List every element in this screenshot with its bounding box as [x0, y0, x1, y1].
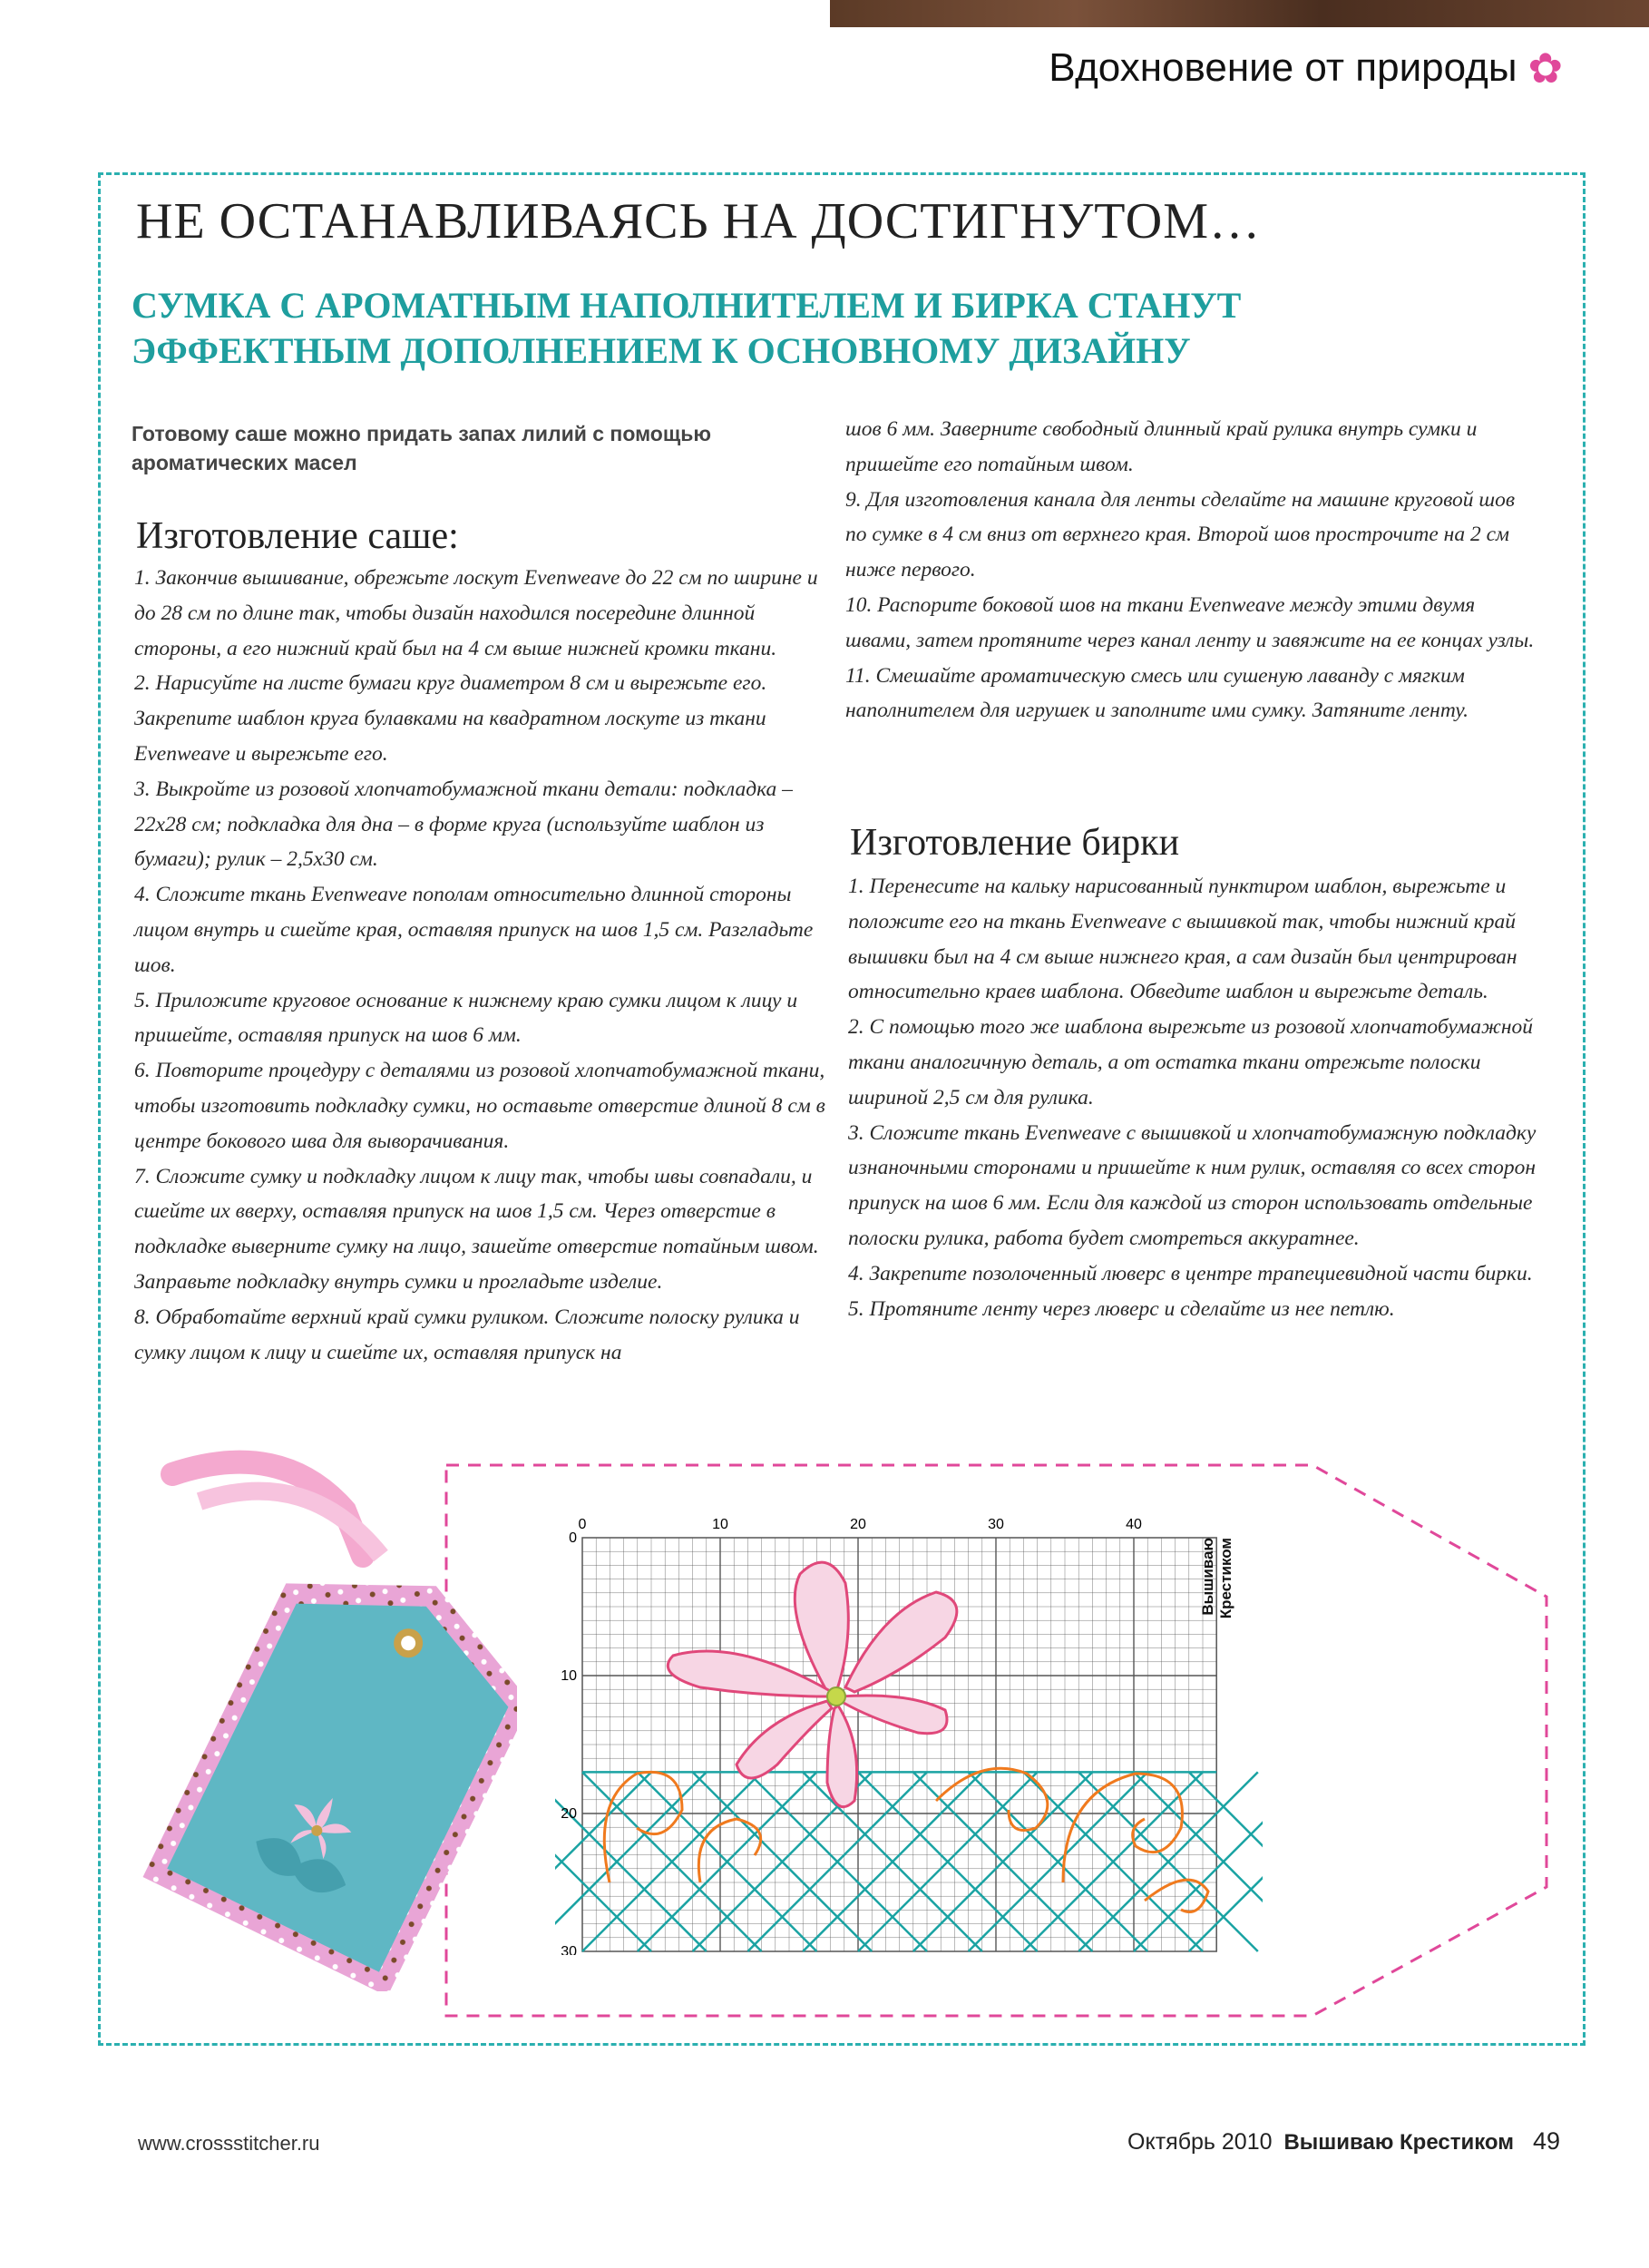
- x-tick-label: 10: [712, 1517, 728, 1532]
- watermark-line-1: Вышиваю: [1199, 1538, 1216, 1616]
- step-paragraph: шов 6 мм. Заверните свободный длинный край рулика внутрь сумки и пришейте его потайным швом.: [845, 417, 1478, 476]
- subtitle-line-1: СУМКА С АРОМАТНЫМ НАПОЛНИТЕЛЕМ И БИРКА СТАНУТ: [132, 285, 1242, 326]
- cross-stitch-scheme: [555, 1501, 1263, 1955]
- footer-issue-info: [1127, 2127, 1560, 2156]
- section-rubric: [1049, 44, 1563, 93]
- step-paragraph: 3. Сложите ткань Evenweave с вышивкой и хлопчатобумажную подкладку изнаночными сторонами и пришейте к ним рулик, оставляя со всех сторон припуск на шов 6 мм. Если для каждой из сторон использовать отдельные полоски рулика, работа будет смотреться аккуратнее.: [848, 1120, 1537, 1250]
- y-tick-label: 20: [561, 1806, 577, 1822]
- finished-tag-photo: [136, 1447, 517, 1991]
- step-paragraph: 3. Выкройте из розовой хлопчатобумажной ткани детали: подкладка – 22х28 см; подкладка для дна – в форме круга (используйте шаблон из бумаги); рулик – 2,5х30 см.: [134, 777, 793, 872]
- footer-magazine: Вышиваю Крестиком: [1283, 2130, 1514, 2155]
- rubric-text: Вдохновение от природы: [1049, 45, 1517, 90]
- page-number: 49: [1532, 2127, 1560, 2155]
- y-tick-label: 30: [561, 1944, 577, 1955]
- scheme-y-ticks: [561, 1530, 577, 1955]
- scheme-x-ticks: [579, 1517, 1142, 1532]
- watermark-line-2: Крестиком: [1217, 1538, 1234, 1619]
- step-paragraph: 5. Приложите круговое основание к нижнему краю сумки лицом к лицу и пришейте, оставляя припуск на шов 6 мм.: [134, 988, 798, 1048]
- y-tick-label: 0: [569, 1530, 577, 1546]
- step-paragraph: 4. Закрепите позолоченный люверс в центре трапециевидной части бирки.: [848, 1261, 1533, 1286]
- flower-icon: ✿: [1527, 44, 1563, 92]
- article-title: НЕ ОСТАНАВЛИВАЯСЬ НА ДОСТИГНУТОМ…: [136, 193, 1262, 249]
- subtitle-line-2: ЭФФЕКТНЫМ ДОПОЛНЕНИЕМ К ОСНОВНОМУ ДИЗАЙНУ: [132, 330, 1191, 371]
- step-paragraph: 11. Смешайте ароматическую смесь или сушеную лаванду с мягким наполнителем для игрушек и заполните ими сумку. Затяните ленту.: [845, 663, 1469, 723]
- step-paragraph: 8. Обработайте верхний край сумки руликом. Сложите полоску рулика и сумку лицом к лицу и сшейте их, оставляя припуск на: [134, 1305, 800, 1364]
- article-subtitle: [132, 283, 1311, 374]
- step-paragraph: 9. Для изготовления канала для ленты сделайте на машине круговой шов по сумке в 4 см вниз от верхнего края. Второй шов прострочите на 2 см ниже первого.: [845, 487, 1516, 582]
- section-title-tag: Изготовление бирки: [850, 822, 1180, 864]
- article-intro: Готовому саше можно придать запах лилий с помощью ароматических масел: [132, 422, 712, 474]
- step-paragraph: 5. Протяните ленту через люверс и сделайте из нее петлю.: [848, 1296, 1395, 1321]
- step-paragraph: 4. Сложите ткань Evenweave пополам относительно длинной стороны лицом внутрь и сшейте края, оставляя припуск на шов 1,5 см. Разгладьте шов.: [134, 883, 814, 977]
- footer-issue: Октябрь 2010: [1127, 2129, 1273, 2155]
- x-tick-label: 0: [578, 1517, 587, 1532]
- x-tick-label: 20: [850, 1517, 866, 1532]
- sachet-steps: [134, 561, 833, 1370]
- step-paragraph: 7. Сложите сумку и подкладку лицом к лицу так, чтобы швы совпадали, и сшейте их вверху, оставляя припуск на шов 1,5 см. Через отверстие в подкладке выверните сумку на лицо, зашейте отверстие потайным швом. Заправьте подкладку внутрь сумки и прогладьте изделие.: [134, 1164, 819, 1294]
- y-tick-label: 10: [561, 1668, 577, 1684]
- x-tick-label: 30: [988, 1517, 1004, 1532]
- footer-website: www.crossstitcher.ru: [138, 2132, 320, 2155]
- step-paragraph: 1. Перенесите на кальку нарисованный пунктиром шаблон, вырежьте и положите его на ткань Evenweave с вышивкой так, чтобы нижний край вышивки был на 4 см выше нижнего края, а сам дизайн был центрирован относительно краев шаблона. Обведите шаблон и вырежьте деталь.: [848, 875, 1517, 1004]
- step-paragraph: 6. Повторите процедуру с деталями из розовой хлопчатобумажной ткани, чтобы изготовить подкладку сумки, но оставьте отверстие длиной 8 см в центре бокового шва для выворачивания.: [134, 1059, 825, 1153]
- section-title-sachet: Изготовление саше:: [136, 515, 459, 557]
- step-paragraph: 10. Распорите боковой шов на ткани Evenweave между этими двумя швами, затем протяните через канал ленту и завяжите на ее концах узлы.: [845, 592, 1535, 652]
- top-photo-strip: [830, 0, 1649, 27]
- sachet-steps-continued: [845, 412, 1535, 728]
- tag-steps: [848, 869, 1537, 1326]
- step-paragraph: 1. Закончив вышивание, обрежьте лоскут Evenweave до 22 см по ширине и до 28 см по длине так, чтобы дизайн находился посередине длинной стороны, а его нижний край был на 4 см выше нижней кромки ткани.: [134, 566, 818, 660]
- step-paragraph: 2. С помощью того же шаблона вырежьте из розовой хлопчатобумажной ткани аналогичную деталь, а от остатка ткани отрежьте полоски шириной 2,5 см для рулика.: [848, 1015, 1533, 1110]
- scheme-grid: [582, 1538, 1216, 1951]
- step-paragraph: 2. Нарисуйте на листе бумаги круг диаметром 8 см и вырежьте его. Закрепите шаблон круга булавками на квадратном лоскуте из ткани Evenweave и вырежьте его.: [134, 671, 767, 766]
- x-tick-label: 40: [1126, 1517, 1142, 1532]
- lily-center: [827, 1687, 845, 1706]
